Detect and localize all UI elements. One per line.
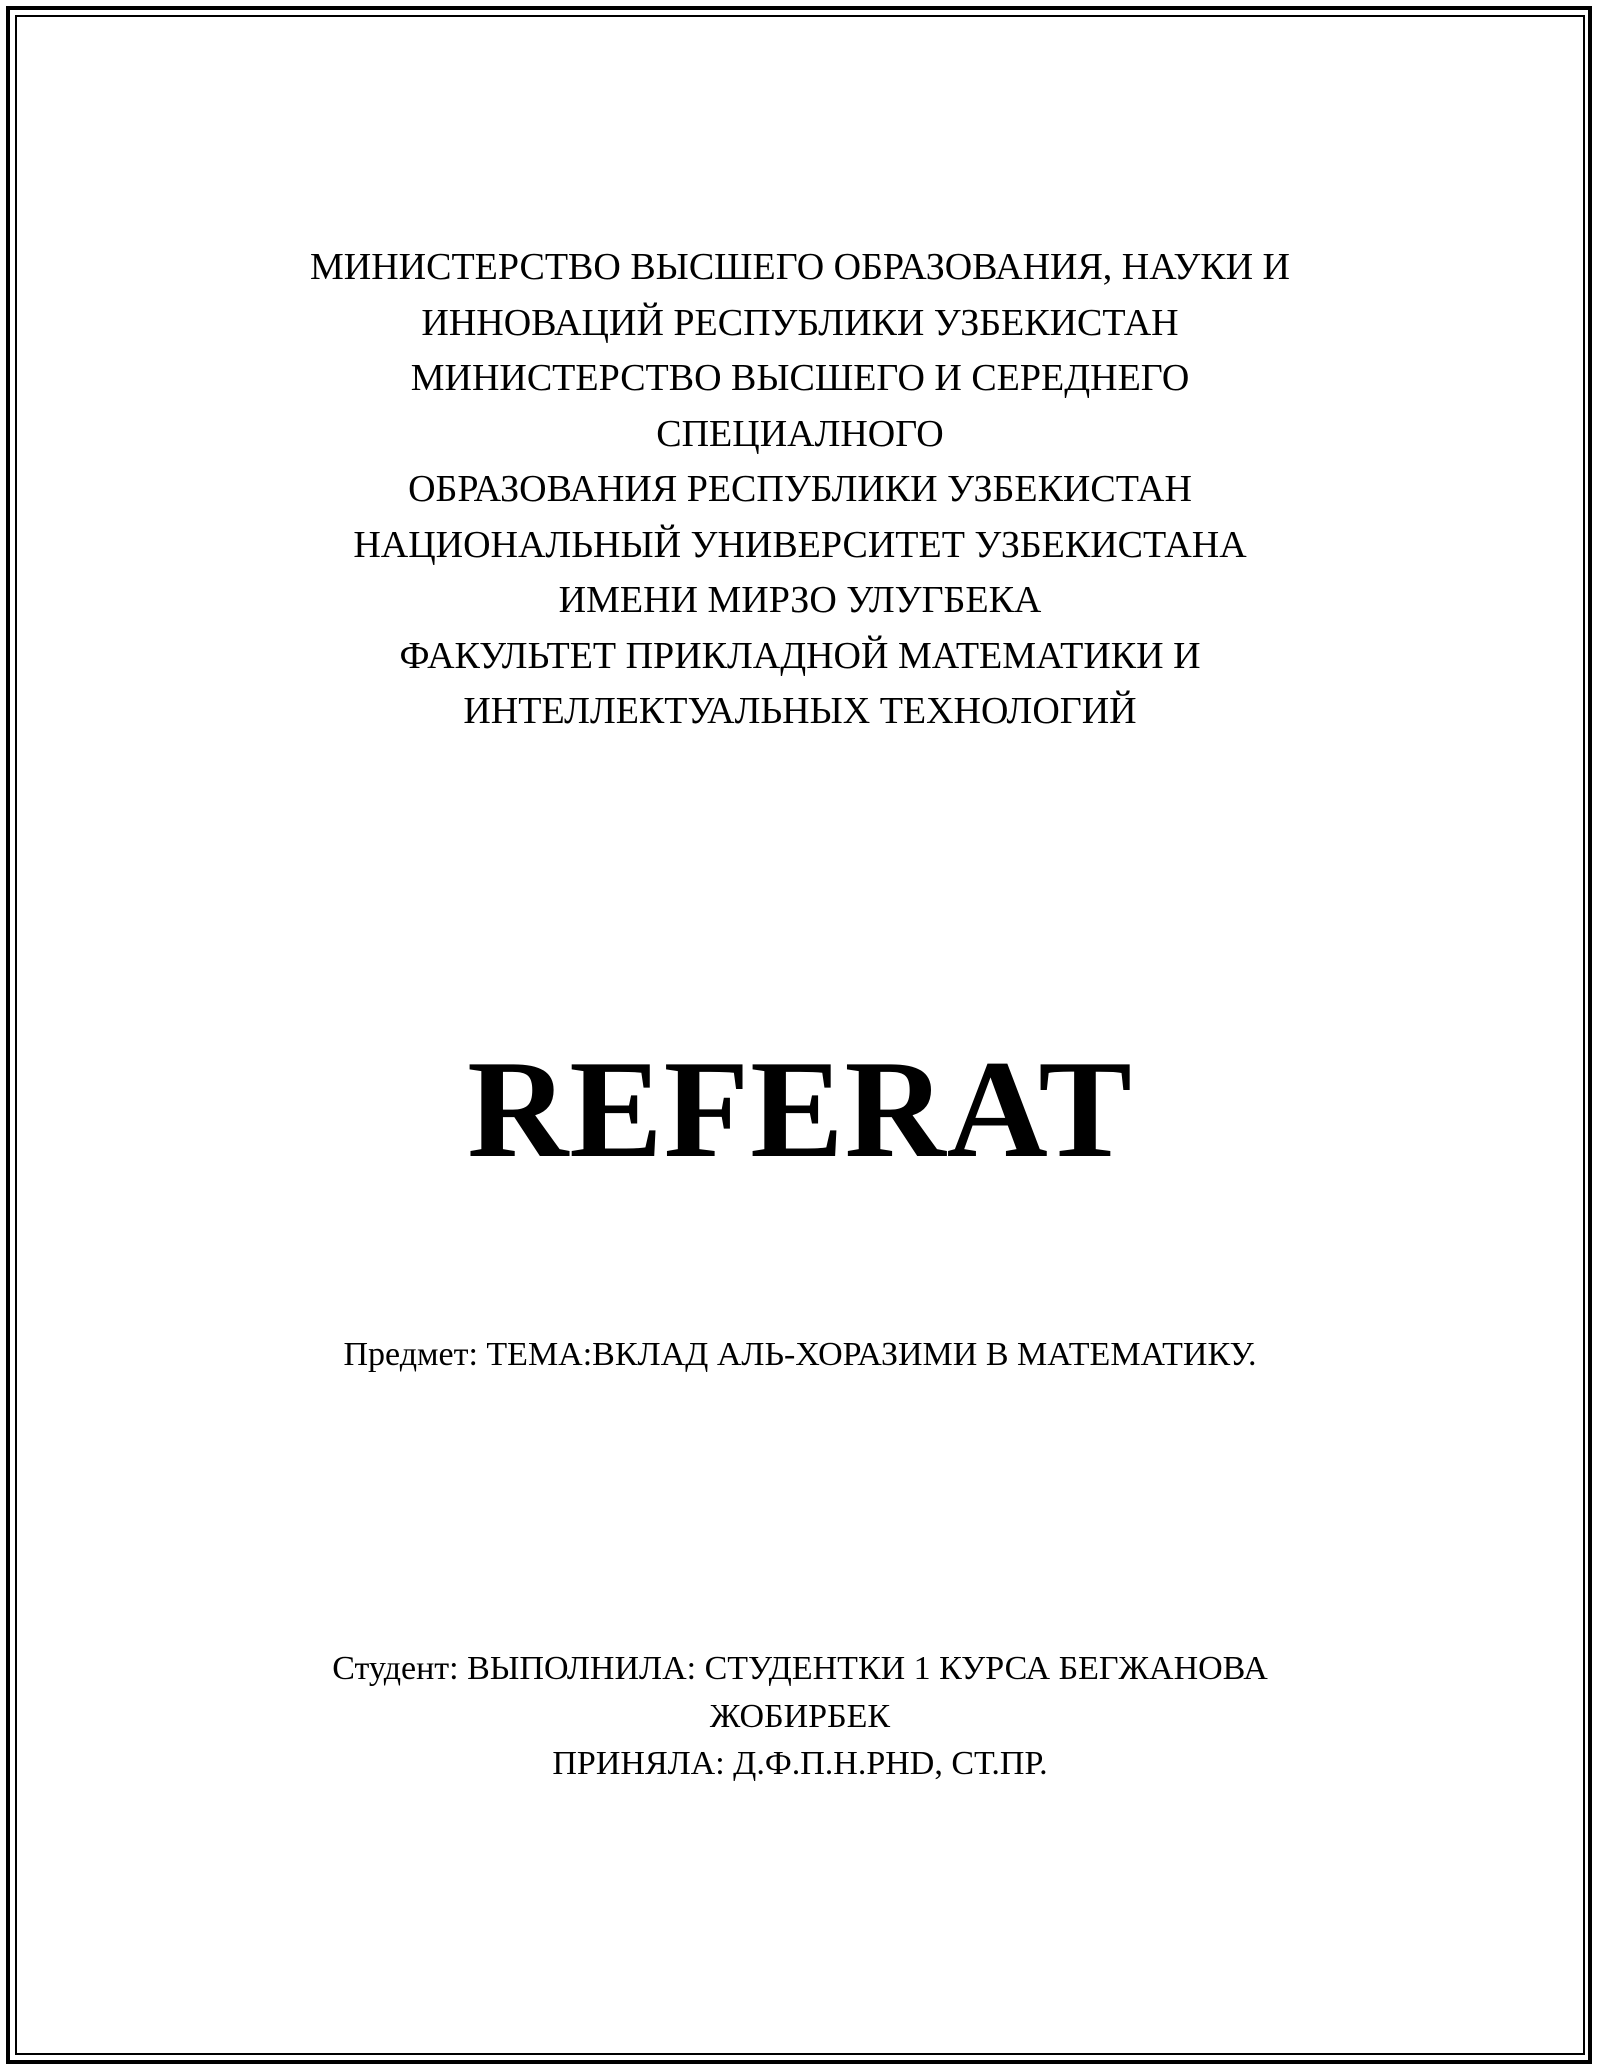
student-info <box>150 1645 1450 1788</box>
student-line: ПРИНЯЛА: Д.Ф.П.Н.PHD, СТ.ПР. <box>552 1745 1048 1782</box>
header-line: ИМЕНИ МИРЗО УЛУГБЕКА <box>558 579 1042 621</box>
subject-line: Предмет: ТЕМА:ВКЛАД АЛЬ-ХОРАЗИМИ В МАТЕМАТИКУ. <box>343 1336 1257 1373</box>
student-line: ЖОБИРБЕК <box>709 1697 891 1735</box>
header-line: ИНТЕЛЛЕКТУАЛЬНЫХ ТЕХНОЛОГИЙ <box>463 690 1137 732</box>
header-line: ИННОВАЦИЙ РЕСПУБЛИКИ УЗБЕКИСТАН <box>421 301 1179 344</box>
header-line: МИНИСТЕРСТВО ВЫСШЕГО ОБРАЗОВАНИЯ, НАУКИ И <box>310 246 1290 288</box>
header-line: ФАКУЛЬТЕТ ПРИКЛАДНОЙ МАТЕМАТИКИ И <box>399 634 1201 677</box>
document-title: REFERAT <box>467 1032 1133 1187</box>
institution-header <box>200 240 1400 740</box>
header-line: ОБРАЗОВАНИЯ РЕСПУБЛИКИ УЗБЕКИСТАН <box>408 468 1192 510</box>
student-line: Студент: ВЫПОЛНИЛА: СТУДЕНТКИ 1 КУРСА БЕГЖАНОВА <box>332 1650 1268 1687</box>
header-line: МИНИСТЕРСТВО ВЫСШЕГО И СЕРЕДНЕГО <box>410 357 1190 399</box>
header-line: СПЕЦИАЛНОГО <box>656 412 944 455</box>
header-line: НАЦИОНАЛЬНЫЙ УНИВЕРСИТЕТ УЗБЕКИСТАНА <box>353 523 1247 566</box>
